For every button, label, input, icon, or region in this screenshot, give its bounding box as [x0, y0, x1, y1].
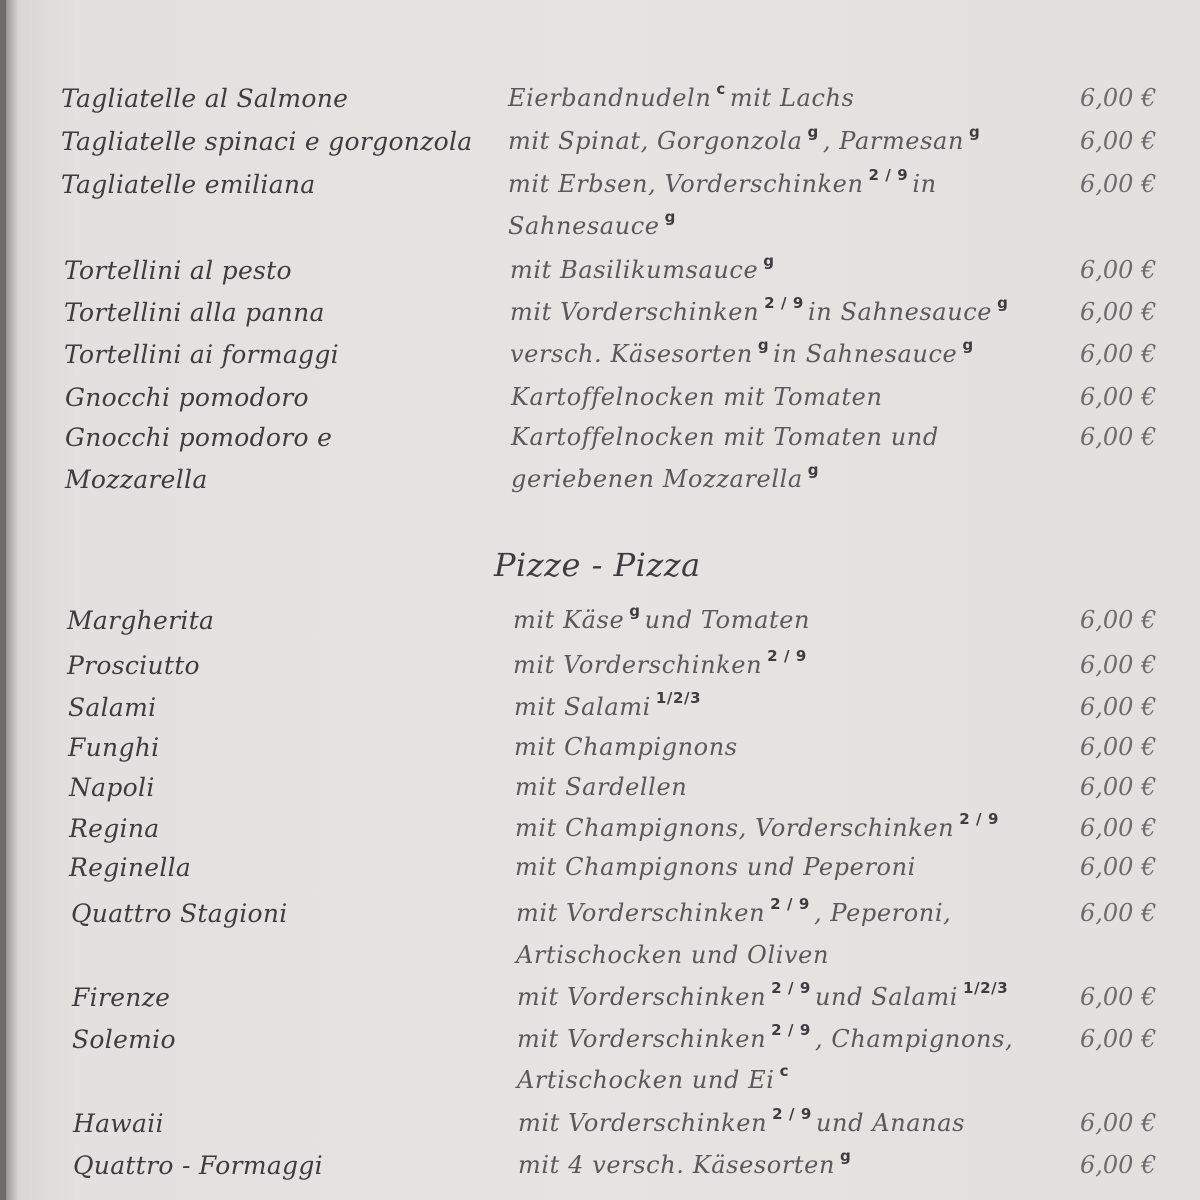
allergen-code: 2 / 9	[767, 647, 807, 665]
dish-description	[517, 1021, 1014, 1053]
allergen-code: g	[629, 602, 641, 620]
dish-description	[510, 336, 978, 368]
dish-price: 6,00 €	[1080, 1025, 1157, 1053]
dish-name: Funghi	[68, 733, 160, 762]
menu-item	[6, 979, 1200, 1023]
allergen-code: g	[807, 461, 820, 479]
dish-price: 6,00 €	[1080, 423, 1157, 451]
description-text: in Sahnesauce	[773, 340, 958, 368]
dish-price: 6,00 €	[1080, 773, 1157, 801]
dish-name: Solemio	[72, 1025, 176, 1054]
description-text: mit 4 versch. Käsesorten	[518, 1151, 836, 1179]
description-text: mit Vorderschinken	[518, 1109, 768, 1137]
allergen-code: g	[807, 123, 819, 141]
dish-price: 6,00 €	[1080, 340, 1157, 368]
dish-description-line2	[516, 941, 829, 969]
menu-item	[6, 423, 1200, 463]
dish-name: Napoli	[69, 773, 155, 802]
description-text: , Parmesan	[822, 127, 964, 155]
dish-name: Gnocchi pomodoro e	[65, 423, 333, 452]
dish-price: 6,00 €	[1080, 899, 1157, 927]
description-text: , Peperoni,	[813, 899, 952, 927]
dish-name: Regina	[69, 814, 160, 843]
menu-item-continuation	[6, 941, 1200, 981]
menu-item	[6, 647, 1200, 691]
dish-price: 6,00 €	[1080, 814, 1157, 842]
dish-description	[510, 252, 779, 284]
allergen-code: g	[962, 336, 974, 354]
description-text: und Tomaten	[644, 606, 811, 634]
description-text: Eierbandnudeln	[508, 84, 712, 112]
menu-item	[6, 689, 1200, 733]
allergen-code: g	[840, 1147, 852, 1165]
menu-item	[6, 602, 1200, 646]
allergen-code: 2 / 9	[771, 1021, 811, 1039]
menu-item	[6, 773, 1200, 813]
dish-name: Gnocchi pomodoro	[65, 383, 309, 412]
dish-name: Quattro - Formaggi	[73, 1151, 323, 1180]
menu-item	[6, 1105, 1200, 1149]
dish-name: Reginella	[69, 853, 192, 882]
description-text: mit Basilikumsauce	[510, 256, 759, 284]
dish-price: 6,00 €	[1080, 606, 1157, 634]
menu-item	[6, 383, 1200, 423]
allergen-code: c	[779, 1062, 790, 1080]
menu-item	[6, 1021, 1200, 1065]
description-text: mit Champignons und Peperoni	[515, 853, 916, 881]
dish-name: Tagliatelle spinaci e gorgonzola	[61, 127, 473, 156]
description-text: mit Sardellen	[515, 773, 688, 801]
description-text: geriebenen Mozzarella	[511, 465, 803, 493]
description-text: mit Champignons	[514, 733, 738, 761]
allergen-code: 2 / 9	[771, 979, 811, 997]
dish-description	[515, 853, 916, 881]
dish-name: Firenze	[72, 983, 171, 1012]
allergen-code: 2 / 9	[764, 294, 804, 312]
dish-description	[511, 383, 883, 411]
description-text: mit Vorderschinken	[517, 983, 767, 1011]
dish-description	[518, 1105, 966, 1137]
description-text: Artischocken und Ei	[517, 1066, 775, 1094]
dish-description	[508, 123, 984, 155]
description-text: , Champignons,	[814, 1025, 1014, 1053]
menu-item	[6, 252, 1200, 296]
menu-item	[6, 166, 1200, 210]
dish-name: Prosciutto	[67, 651, 200, 680]
dish-price: 6,00 €	[1080, 84, 1157, 112]
description-text: in Sahnesauce	[807, 298, 993, 326]
dish-price: 6,00 €	[1080, 1151, 1157, 1179]
menu-item	[6, 895, 1200, 939]
dish-price: 6,00 €	[1080, 983, 1157, 1011]
menu-item	[6, 853, 1200, 893]
description-text: mit Lachs	[729, 84, 855, 112]
dish-description	[513, 602, 811, 634]
description-text: und Ananas	[815, 1109, 966, 1137]
dish-description	[517, 979, 1012, 1011]
allergen-code: 2 / 9	[868, 166, 909, 184]
dish-name-line2: Mozzarella	[65, 465, 208, 494]
menu-item	[6, 80, 1200, 124]
description-text: mit Vorderschinken	[510, 298, 760, 326]
dish-name: Salami	[68, 693, 157, 722]
dish-price: 6,00 €	[1080, 127, 1157, 155]
dish-description	[515, 773, 687, 801]
dish-description	[514, 733, 738, 761]
dish-description-line2	[511, 461, 823, 493]
dish-name: Tagliatelle al Salmone	[61, 84, 349, 113]
description-text: mit Vorderschinken	[516, 899, 766, 927]
dish-description	[513, 647, 811, 679]
dish-description	[508, 80, 855, 112]
menu-item	[6, 733, 1200, 773]
dish-price: 6,00 €	[1080, 651, 1157, 679]
allergen-code: g	[997, 294, 1009, 312]
dish-description-line2	[508, 208, 680, 240]
description-text: mit Spinat, Gorgonzola	[508, 127, 803, 155]
section-title-pizza: Pizze - Pizza	[494, 546, 701, 584]
menu-item-continuation	[6, 1062, 1200, 1106]
menu-item	[6, 336, 1200, 380]
description-text: mit Vorderschinken	[513, 651, 763, 679]
allergen-code: 1/2/3	[655, 689, 702, 707]
description-text: und Salami	[814, 983, 959, 1011]
allergen-code: 1/2/3	[963, 979, 1009, 997]
description-text: versch. Käsesorten	[510, 340, 753, 368]
description-text: mit Vorderschinken	[517, 1025, 767, 1053]
dish-price: 6,00 €	[1080, 383, 1157, 411]
description-text: Artischocken und Oliven	[516, 941, 830, 969]
description-text: Kartoffelnocken mit Tomaten	[511, 383, 883, 411]
dish-description	[515, 810, 1003, 842]
menu-item	[6, 1147, 1200, 1191]
dish-description	[514, 689, 705, 721]
dish-name: Tortellini al pesto	[64, 256, 292, 285]
dish-name: Quattro Stagioni	[71, 899, 288, 928]
allergen-code: g	[763, 252, 775, 270]
description-text: mit Erbsen, Vorderschinken	[508, 170, 864, 198]
dish-description	[510, 294, 1012, 326]
menu-page	[6, 0, 1200, 1200]
description-text: mit Käse	[513, 606, 625, 634]
menu-item	[6, 294, 1200, 338]
dish-price: 6,00 €	[1080, 298, 1157, 326]
allergen-code: 2 / 9	[959, 810, 999, 828]
menu-item-continuation	[6, 461, 1200, 505]
description-text: mit Salami	[514, 693, 651, 721]
dish-name: Tagliatelle emiliana	[61, 170, 316, 199]
allergen-code: g	[757, 336, 770, 354]
allergen-code: g	[969, 123, 981, 141]
description-text: Sahnesauce	[508, 212, 660, 240]
dish-name: Hawaii	[73, 1109, 164, 1138]
dish-description	[516, 895, 952, 927]
dish-price: 6,00 €	[1080, 693, 1157, 721]
dish-price: 6,00 €	[1080, 733, 1157, 761]
menu-item-continuation	[6, 208, 1200, 252]
dish-price: 6,00 €	[1080, 256, 1157, 284]
dish-name: Margherita	[67, 606, 215, 635]
dish-price: 6,00 €	[1080, 853, 1157, 881]
allergen-code: 2 / 9	[770, 895, 810, 913]
dish-name: Tortellini ai formaggi	[64, 340, 339, 369]
description-text: mit Champignons, Vorderschinken	[515, 814, 955, 842]
dish-description	[508, 166, 937, 198]
dish-price: 6,00 €	[1080, 1109, 1157, 1137]
allergen-code: 2 / 9	[772, 1105, 812, 1123]
dish-name: Tortellini alla panna	[64, 298, 325, 327]
dish-price: 6,00 €	[1080, 170, 1157, 198]
description-text: in	[912, 170, 937, 198]
dish-description	[511, 423, 939, 451]
dish-description	[518, 1147, 855, 1179]
description-text: Kartoffelnocken mit Tomaten und	[511, 423, 939, 451]
allergen-code: c	[716, 80, 726, 98]
dish-description-line2	[517, 1062, 793, 1094]
menu-item	[6, 123, 1200, 167]
menu-item	[6, 810, 1200, 854]
allergen-code: g	[664, 208, 676, 226]
